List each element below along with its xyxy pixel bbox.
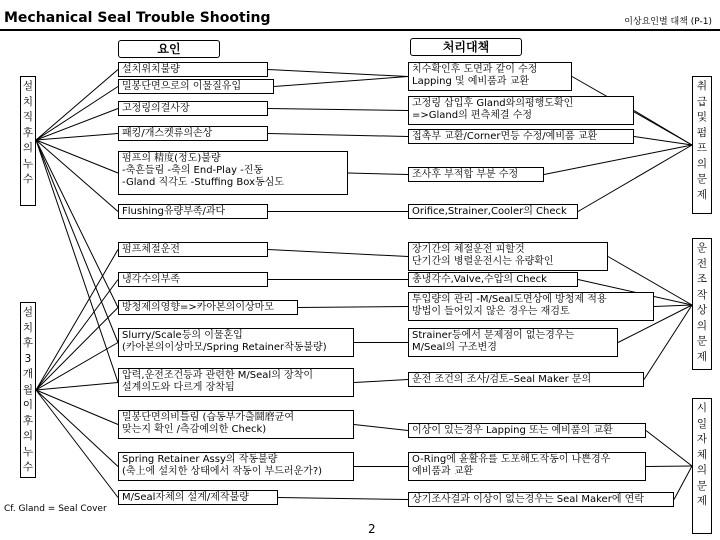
cause-box-text: Spring Retainer Assy의 작동불량 — [122, 454, 278, 465]
group-char: 전 — [696, 257, 708, 270]
group-char: 일 — [696, 417, 708, 430]
cause-box-text: (카아본의이상마모/Spring Retainer작동불량) — [122, 342, 327, 353]
connector-line — [36, 140, 118, 343]
measure-box — [408, 62, 572, 91]
cause-box-text: Flushing유량부족/과다 — [122, 206, 226, 217]
measure-box — [408, 492, 674, 507]
measure-box-text: 방법이 들어있지 않은 경우는 재검토 — [412, 306, 570, 317]
measure-box — [408, 328, 618, 357]
group-char: 의 — [696, 157, 708, 170]
cause-box — [118, 300, 298, 315]
group-char: 의 — [696, 464, 708, 476]
page-title: Mechanical Seal Trouble Shooting — [4, 10, 271, 26]
measure-box — [408, 167, 544, 182]
connector-line — [268, 109, 408, 111]
group-char: 급 — [696, 95, 708, 108]
connector-line — [354, 380, 408, 383]
connector-line — [634, 137, 692, 146]
connector-line — [36, 390, 118, 467]
page-number: 2 — [368, 522, 376, 536]
group-char: 직 — [22, 111, 34, 123]
group-char: 누 — [22, 445, 34, 458]
group-char: 자 — [696, 433, 708, 445]
measure-box — [408, 129, 634, 144]
connector-line — [268, 70, 408, 77]
group-char: 치 — [22, 95, 34, 108]
cause-box-text: 냉각수의부족 — [122, 274, 180, 285]
group-char: 작 — [696, 288, 708, 301]
measure-box-text: 접촉부 교환/Corner면등 수정/예비품 교환 — [412, 131, 598, 142]
left-group-box — [20, 302, 36, 478]
connector-line — [36, 140, 118, 308]
group-char: 후 — [22, 414, 34, 427]
cause-box — [118, 490, 278, 505]
connector-line — [36, 390, 118, 498]
cause-box — [118, 452, 354, 481]
connector-line — [274, 77, 408, 87]
cause-box-text: 펌프의 精度(정도)불량 — [122, 153, 221, 164]
group-char: 누 — [22, 157, 34, 170]
group-char: 월 — [22, 383, 34, 396]
connector-line — [36, 343, 118, 391]
connector-line — [354, 425, 408, 431]
cause-box-text: 밀봉단면으로의 이물질유입 — [122, 81, 242, 92]
cause-box-text: 압력,운전조건등과 관련한 M/Seal의 장착이 — [122, 370, 314, 381]
group-char: 운 — [696, 242, 708, 254]
group-char: 후 — [22, 126, 34, 139]
measure-box-text: 투입량의 관리 -M/Seal도면상에 방청제 적용 — [412, 294, 607, 305]
group-char: 후 — [22, 337, 34, 349]
group-char: 이 — [22, 399, 34, 411]
measure-box — [408, 204, 578, 219]
group-char: 상 — [696, 304, 708, 316]
cause-box-text: -Gland 직각도 -Stuffing Box동심도 — [122, 177, 284, 188]
connector-line — [674, 466, 692, 500]
cause-box — [118, 328, 354, 357]
group-char: 문 — [696, 335, 708, 347]
group-char: 수 — [22, 173, 34, 185]
measure-box-text: 운전 조건의 조사/검토–Seal Maker 문의 — [412, 374, 592, 385]
measure-box — [408, 292, 654, 321]
group-char: 의 — [696, 319, 708, 332]
cause-box — [118, 368, 354, 397]
group-char: 문 — [696, 173, 708, 185]
connector-line — [36, 390, 118, 425]
cause-box — [118, 410, 354, 439]
group-char: 취 — [696, 80, 708, 92]
group-char: 의 — [22, 142, 34, 154]
measure-box — [408, 423, 646, 438]
group-char: 의 — [22, 430, 34, 442]
connector-line — [268, 134, 408, 137]
right-group-box — [692, 238, 712, 370]
measure-box-text: Strainer등에서 문제점이 없는경우는 — [412, 330, 575, 341]
cause-box — [118, 62, 268, 77]
cause-box — [118, 79, 274, 94]
connector-line — [36, 134, 118, 141]
connector-line — [544, 145, 692, 175]
cause-box-text: 방청제의영향=>카아본의이상마모 — [122, 302, 274, 313]
cause-box-text: 밀봉단면의비틀림 (습동부가출鬪磨균여 — [122, 412, 294, 423]
measure-box-text: Orifice,Strainer,Cooler의 Check — [412, 206, 567, 217]
right-group-box — [692, 76, 712, 214]
left-group-box — [20, 76, 36, 206]
cause-box — [118, 101, 268, 116]
measure-box-text: =>Gland의 편측체결 수정 — [412, 110, 533, 121]
measure-box-text: Lapping 및 예비품과 교환 — [412, 76, 530, 87]
connector-line — [654, 305, 692, 307]
connector-line — [268, 250, 408, 257]
measure-box-text: 장기간의 체절운전 피할것 — [412, 244, 525, 255]
group-char: 제 — [696, 495, 708, 507]
measure-box-text: 총냉각수,Valve,수압의 Check — [412, 274, 547, 285]
page-subtitle: 이상요인별 대책 (P-1) — [624, 17, 712, 27]
connector-line — [348, 173, 408, 175]
measure-box-text: 이상이 있는경우 Lapping 또는 예비품의 교환 — [412, 425, 613, 436]
connector-line — [36, 383, 118, 391]
connector-line — [634, 111, 692, 146]
group-char: 시 — [696, 402, 708, 414]
measure-box-text: 상기조사결과 이상이 없는경우는 Seal Maker에 연락 — [412, 494, 644, 505]
group-char: 프 — [696, 142, 708, 154]
measure-box — [408, 96, 634, 125]
cause-box-text: 고정링의결사장 — [122, 103, 190, 114]
group-char: 설 — [22, 306, 34, 318]
group-char: 체 — [696, 448, 708, 461]
measure-box-text: 치수확인후 도면과 같이 수정 — [412, 64, 538, 75]
group-char: 치 — [22, 321, 34, 334]
cause-box-text: M/Seal자체의 설계/제작불량 — [122, 492, 249, 503]
group-char: 제 — [696, 188, 708, 201]
connector-line — [646, 431, 692, 467]
connector-line — [298, 307, 408, 308]
connector-line — [36, 140, 118, 173]
right-group-box — [692, 398, 712, 534]
measure-box-text: 단기간의 병렬운전시는 유량확인 — [412, 256, 554, 267]
cause-box-text: -축흔들림 -축의 End-Play -진동 — [122, 165, 264, 176]
group-char: 펌 — [696, 126, 708, 139]
cause-box — [118, 204, 268, 219]
cause-box-text: 펌프체절운전 — [122, 244, 180, 255]
measure-box-text: O-Ring에 윤활유를 도포해도작동이 나쁜경우 — [412, 454, 611, 465]
measure-header: 처리대책 — [410, 38, 522, 56]
cause-box — [118, 242, 268, 257]
measure-box — [408, 242, 608, 271]
measure-box — [408, 272, 578, 287]
cause-box-text: 패킹/개스켓류의손상 — [122, 128, 213, 139]
measure-box-text: 고정링 삽입후 Gland와의평행도확인 — [412, 98, 574, 109]
connector-line — [36, 280, 118, 391]
group-char: 개 — [22, 368, 34, 380]
cause-box-text: 설치위치불량 — [122, 64, 180, 75]
connector-line — [578, 145, 692, 212]
cause-box — [118, 272, 268, 287]
measure-box — [408, 372, 644, 387]
cause-header: 요인 — [118, 40, 220, 58]
group-char: 문 — [696, 479, 708, 492]
cause-box-text: Slurry/Scale등의 이물혼입 — [122, 330, 243, 341]
group-char: 및 — [696, 111, 708, 123]
group-char: 조 — [696, 273, 708, 285]
connector-line — [36, 70, 118, 141]
measure-box-text: 조사후 부적합 부분 수정 — [412, 169, 519, 180]
cause-box-text: (축上에 설치한 상태에서 작동이 부드러운가?) — [122, 466, 323, 477]
footnote: Cf. Gland = Seal Cover — [4, 504, 107, 514]
group-char: 수 — [22, 461, 34, 473]
measure-box-text: 예비품과 교환 — [412, 466, 474, 477]
cause-box — [118, 126, 268, 141]
cause-box-text: 설계의도와 다르게 장착됨 — [122, 382, 235, 393]
cause-box-text: 맞는지 확인 /측감예의한 Check) — [122, 424, 267, 435]
cause-box — [118, 151, 348, 195]
group-char: 제 — [696, 350, 708, 363]
measure-box — [408, 452, 646, 481]
connector-line — [646, 466, 692, 467]
measure-box-text: M/Seal의 구조변경 — [412, 342, 497, 353]
group-char: 설 — [22, 80, 34, 92]
connector-line — [278, 498, 408, 500]
group-char: 3 — [24, 352, 32, 365]
